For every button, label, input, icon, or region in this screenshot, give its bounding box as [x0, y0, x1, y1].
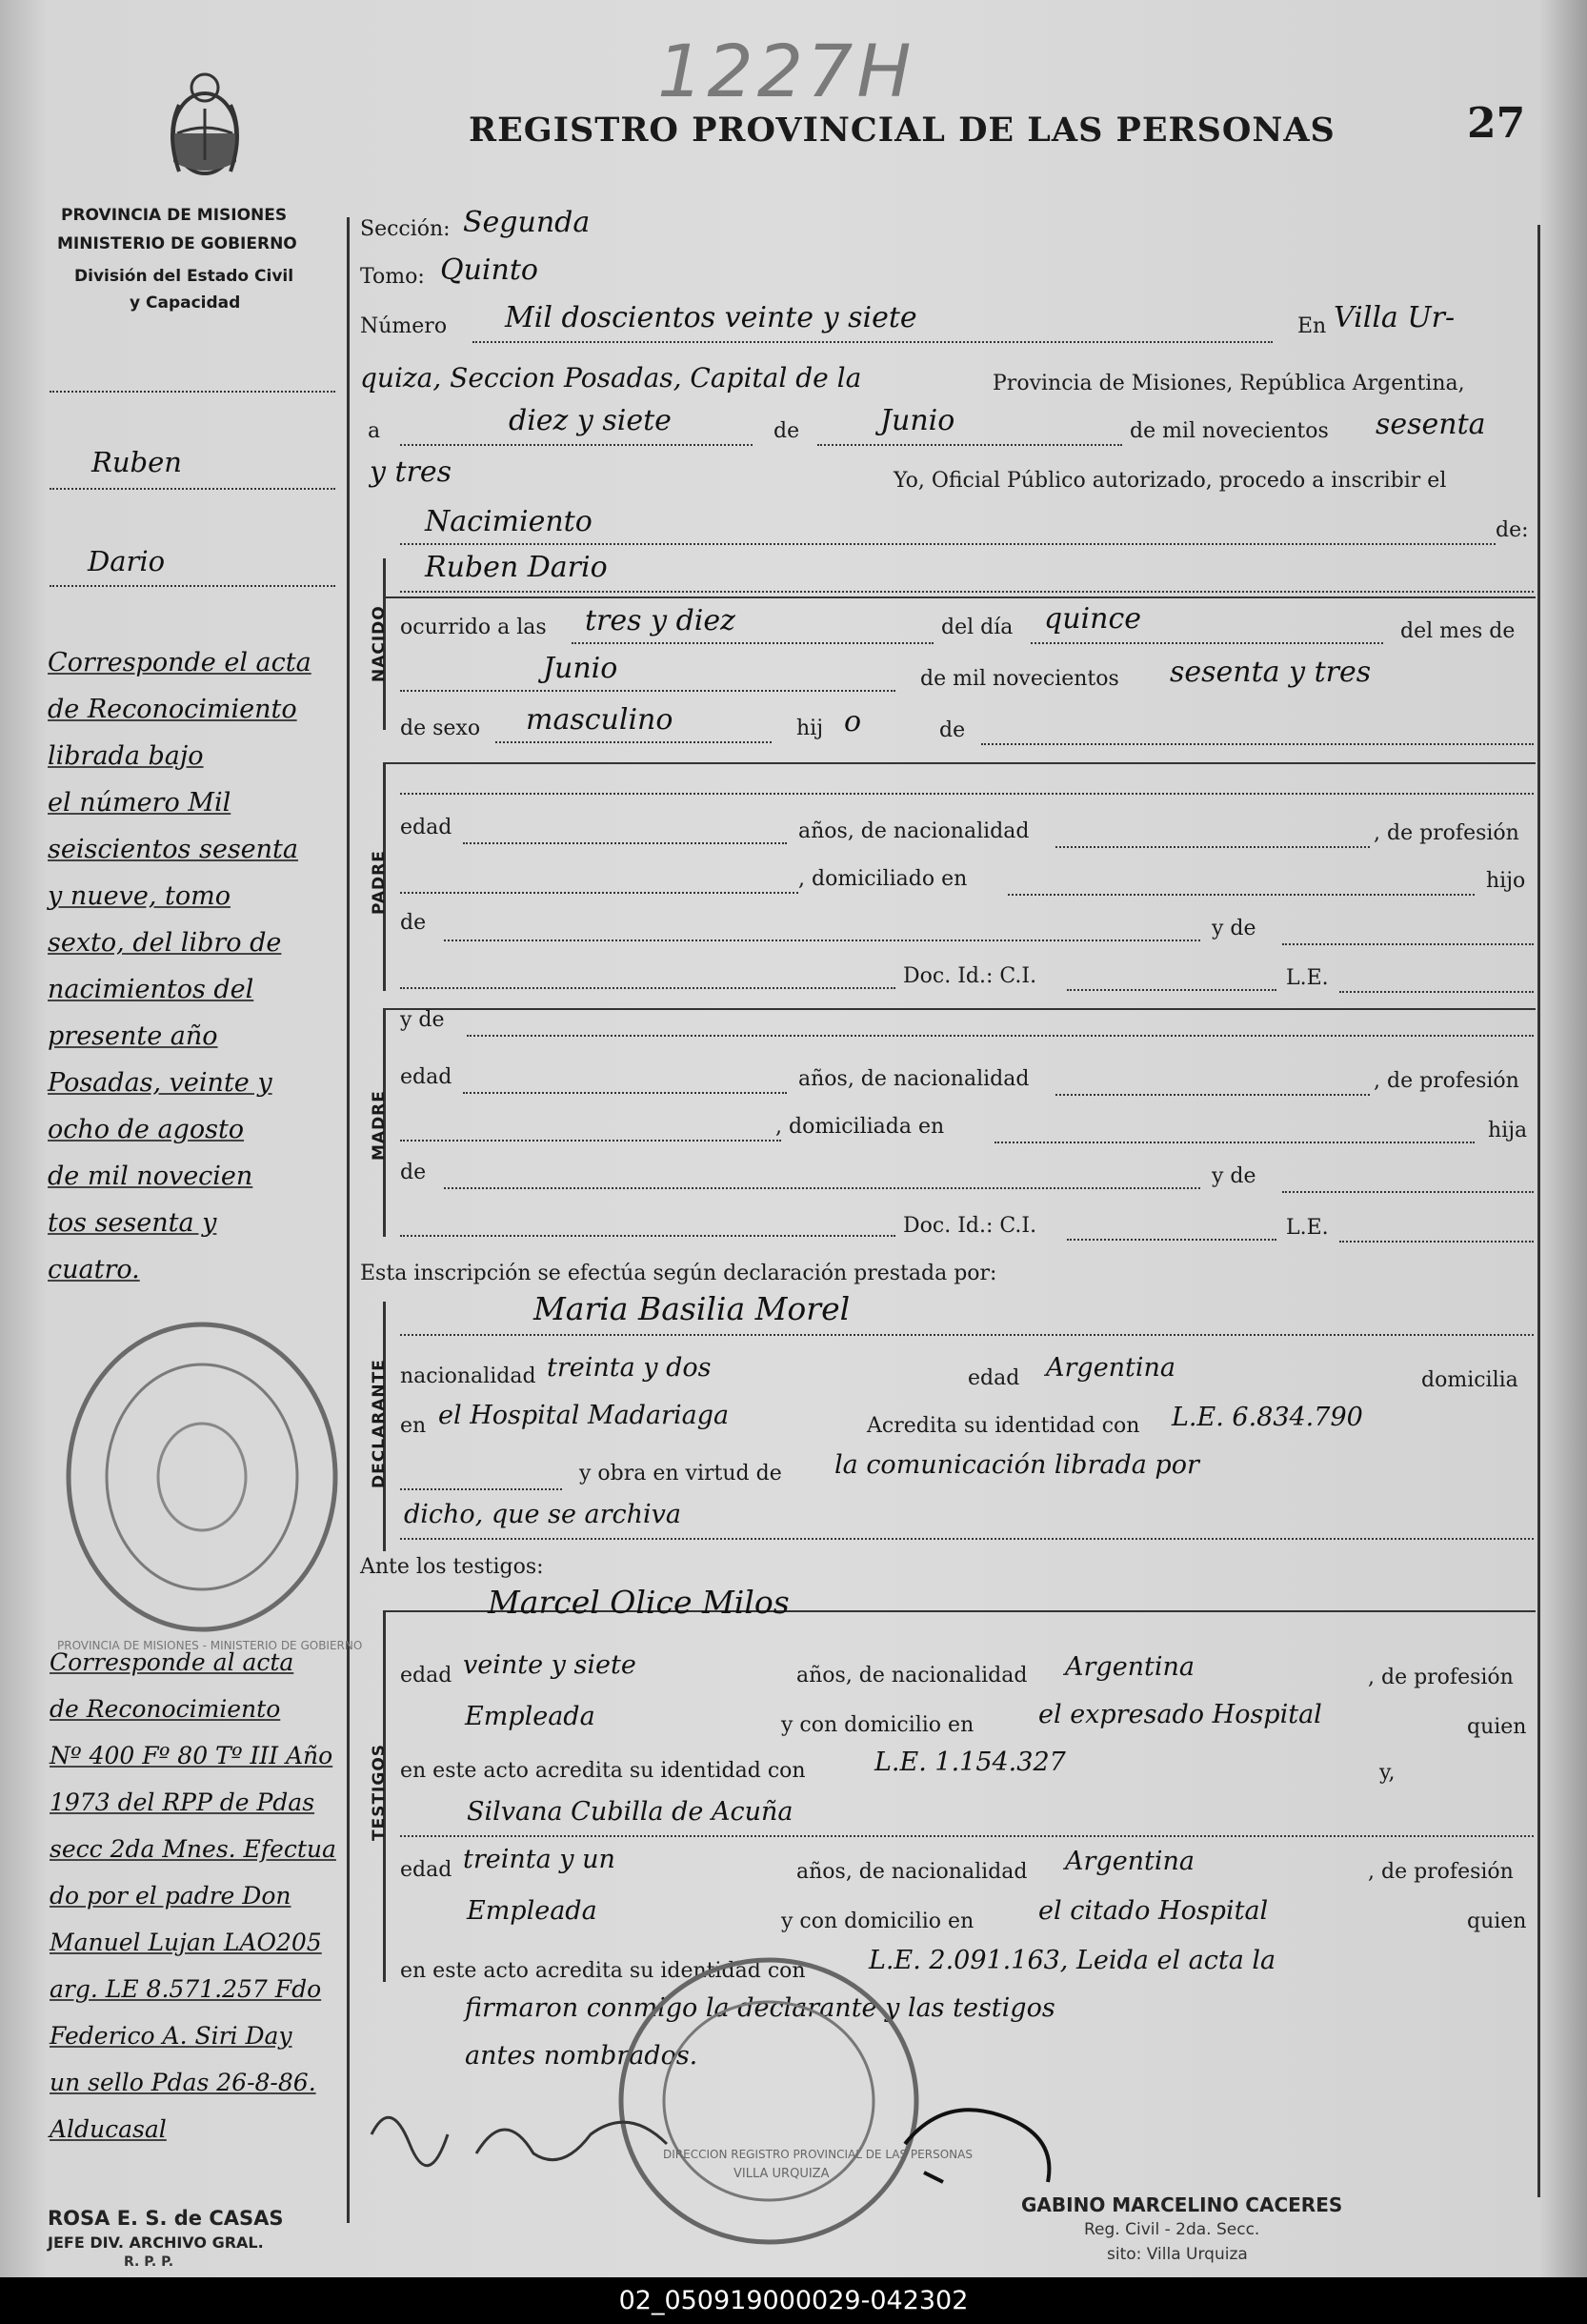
authority-ministry: MINISTERIO DE GOBIERNO [57, 234, 297, 253]
de-colon: de: [1496, 518, 1529, 542]
stamp-left-role: JEFE DIV. ARCHIVO GRAL. [48, 2233, 264, 2252]
testigo2-prof-label: , de profesión [1368, 1860, 1514, 1884]
margin-note-b-line: un sello Pdas 26-8-86. [50, 2069, 316, 2096]
padre-le-label: L.E. [1286, 966, 1329, 990]
padre-yde-label: y de [1212, 917, 1256, 940]
seal-center-text: DIRECCION REGISTRO PROVINCIAL DE LAS PERSONAS [663, 2148, 973, 2161]
label-testigos: TESTIGOS [370, 1743, 389, 1841]
signature-scribble-icon [362, 2077, 705, 2192]
seccion-label: Sección: [360, 217, 451, 241]
testigo1-edad-value: veinte y siete [463, 1650, 636, 1680]
margin-note-a-line: sexto, del libro de [48, 928, 282, 958]
testigo2-dom-label: y con domicilio en [781, 1910, 974, 1933]
testigo2-prof-value: Empleada [467, 1896, 597, 1926]
stamped-number: 1227H [657, 29, 915, 113]
testigo2-doc-value: L.E. 2.091.163, Leida el acta la [869, 1946, 1276, 1975]
testigo2-edad-label: edad [400, 1858, 452, 1882]
testigo1-nac-value: Argentina [1065, 1652, 1195, 1682]
coat-of-arms-icon [160, 67, 250, 189]
nombre-value: Ruben Dario [425, 551, 608, 584]
madre-de-label: de [400, 1161, 427, 1184]
fecha-anio-value-2: y tres [370, 455, 452, 489]
nacido-hora-value: tres y diez [585, 604, 735, 637]
nacido-hijo-label: hij [796, 717, 824, 740]
official-signature-icon [886, 2087, 1115, 2201]
nacido-dia-value: quince [1044, 602, 1141, 636]
madre-nac-label: años, de nacionalidad [798, 1067, 1030, 1091]
nacido-mes-label: del mes de [1400, 619, 1516, 643]
margin-note-a-line: librada bajo [48, 741, 204, 771]
seccion-value: Segunda [463, 206, 591, 239]
seal-left-text: PROVINCIA DE MISIONES - MINISTERIO DE GOBIERNO [57, 1639, 363, 1652]
label-nacido: NACIDO [370, 605, 389, 682]
testigo1-doc-value: L.E. 1.154.327 [874, 1748, 1066, 1777]
nacido-sexo-label: de sexo [400, 717, 481, 740]
nacido-sexo-value: masculino [526, 703, 673, 737]
madre-prof-label: , de profesión [1374, 1069, 1519, 1093]
authority-capacity: y Capacidad [130, 293, 241, 313]
padre-edad-label: edad [400, 816, 452, 839]
testigo1-nac-label: años, de nacionalidad [796, 1664, 1028, 1687]
margin-note-a-line: cuatro. [48, 1255, 140, 1284]
declarante-acredita-label: Acredita su identidad con [867, 1414, 1140, 1438]
tomo-value: Quinto [440, 253, 538, 287]
declarante-nac-value: treinta y dos [547, 1353, 712, 1383]
margin-note-a-line: de Reconocimiento [48, 695, 297, 724]
register-title: REGISTRO PROVINCIAL DE LAS PERSONAS [469, 111, 1336, 150]
fecha-mes-value: Junio [880, 404, 955, 437]
declarante-obra-label: y obra en virtud de [579, 1462, 782, 1485]
padre-nac-label: años, de nacionalidad [798, 819, 1030, 843]
margin-note-b-line: de Reconocimiento [50, 1695, 281, 1723]
official-name: GABINO MARCELINO CACERES [1021, 2193, 1343, 2216]
madre-hija-label: hija [1488, 1119, 1528, 1142]
madre-yde2-label: y de [1212, 1164, 1256, 1188]
declarante-name: Maria Basilia Morel [533, 1290, 851, 1327]
page-number: 27 [1467, 99, 1526, 148]
testigos-intro: Ante los testigos: [360, 1555, 544, 1579]
testigo1-name: Marcel Olice Milos [488, 1584, 790, 1621]
testigo2-acredita-label: en este acto acredita su identidad con [400, 1959, 806, 1983]
nacido-dia-label: del día [941, 616, 1014, 639]
testigo2-nac-label: años, de nacionalidad [796, 1860, 1028, 1884]
margin-note-b-line: Federico A. Siri Day [50, 2022, 292, 2050]
nacido-anio-value: sesenta y tres [1170, 656, 1372, 689]
testigo1-acredita-label: en este acto acredita su identidad con [400, 1759, 806, 1783]
declarante-en-label: en [400, 1414, 427, 1438]
margin-note-a-line: tos sesenta y [48, 1208, 217, 1238]
seal-left-icon [59, 1315, 345, 1639]
declarante-doc-value: L.E. 6.834.790 [1172, 1403, 1363, 1432]
lugar-value-1: Villa Ur- [1334, 301, 1456, 334]
margin-note-a-line: ocho de agosto [48, 1115, 245, 1144]
margin-note-b-line: secc 2da Mnes. Efectua [50, 1835, 336, 1863]
margin-note-a-line: Posadas, veinte y [48, 1068, 272, 1098]
image-id-footer: 02_050919000029-042302 [0, 2277, 1587, 2324]
authority-division: División del Estado Civil [74, 267, 294, 286]
stamp-left-name: ROSA E. S. de CASAS [48, 2207, 284, 2230]
nacido-mil-label: de mil novecientos [920, 667, 1119, 691]
padre-dom-label: , domiciliado en [798, 867, 968, 891]
madre-dom-label: , domiciliada en [775, 1115, 945, 1139]
declarante-obra-value-2: dicho, que se archiva [404, 1500, 682, 1529]
testigo1-y-label: y, [1379, 1761, 1396, 1785]
fecha-mil-label: de mil novecientos [1130, 419, 1329, 443]
madre-le-label: L.E. [1286, 1216, 1329, 1240]
fecha-a-label: a [368, 419, 381, 443]
rule-madre-top [383, 1008, 1536, 1010]
nacido-hijo-suffix: o [844, 705, 862, 738]
numero-value: Mil doscientos veinte y siete [505, 301, 917, 334]
padre-doc-label: Doc. Id.: C.I. [903, 964, 1037, 988]
oficial-text: Yo, Oficial Público autorizado, procedo a inscribir el [894, 469, 1447, 493]
testigo2-edad-value: treinta y un [463, 1845, 615, 1874]
margin-note-b-line: Corresponde al acta [50, 1648, 294, 1676]
testigo1-dom-value: el expresado Hospital [1038, 1700, 1322, 1729]
nacido-mes-value: Junio [543, 652, 618, 685]
madre-yde-label: y de [400, 1008, 445, 1032]
right-border [1537, 225, 1540, 2197]
rule-nacido-top [383, 596, 1536, 598]
testigo1-dom-label: y con domicilio en [781, 1713, 974, 1737]
margin-note-a-line: presente año [48, 1021, 218, 1051]
margin-note-a-line: seiscientos sesenta [48, 835, 298, 864]
margin-note-a-line: Corresponde el acta [48, 648, 311, 677]
label-declarante: DECLARANTE [370, 1359, 389, 1488]
padre-hijo-label: hijo [1486, 869, 1526, 893]
authority-province: PROVINCIA DE MISIONES [61, 206, 288, 225]
provincia-text: Provincia de Misiones, República Argentina, [993, 372, 1465, 395]
margin-note-a-line: nacimientos del [48, 975, 254, 1004]
declarante-domicilio-value: el Hospital Madariaga [438, 1401, 730, 1430]
padre-de-label: de [400, 911, 427, 935]
margin-note-b-line: do por el padre Don [50, 1882, 291, 1910]
nacido-ocurrido-label: ocurrido a las [400, 616, 547, 639]
label-padre: PADRE [370, 850, 389, 915]
nacido-de-label: de [939, 718, 966, 742]
margin-note-b-line: arg. LE 8.571.257 Fdo [50, 1975, 322, 2003]
fecha-dia-value: diez y siete [509, 404, 672, 437]
margin-note-a-line: y nueve, tomo [48, 881, 231, 911]
fecha-de-label: de [773, 419, 800, 443]
madre-doc-label: Doc. Id.: C.I. [903, 1214, 1037, 1238]
testigo1-prof-value: Empleada [465, 1702, 595, 1731]
en-label: En [1297, 314, 1327, 338]
declaracion-intro: Esta inscripción se efectúa según declaración prestada por: [360, 1262, 997, 1285]
margin-note-a-line: de mil novecien [48, 1162, 253, 1191]
declarante-nac-label: nacionalidad [400, 1364, 536, 1388]
testigo2-nac-value: Argentina [1065, 1847, 1195, 1876]
seal-center-text-2: VILLA URQUIZA [733, 2167, 830, 2181]
margin-note-b-line: 1973 del RPP de Pdas [50, 1788, 315, 1816]
label-madre: MADRE [370, 1090, 389, 1161]
lugar-value-2: quiza, Seccion Posadas, Capital de la [360, 362, 862, 394]
testigo2-name: Silvana Cubilla de Acuña [467, 1797, 794, 1827]
margin-name-1: Ruben [91, 446, 182, 478]
numero-label: Número [360, 314, 448, 338]
testigo1-quien-label: quien [1467, 1715, 1527, 1739]
declarante-edad-label: edad [968, 1366, 1020, 1390]
stamp-left-org: R. P. P. [124, 2254, 174, 2270]
acto-value: Nacimiento [425, 505, 593, 538]
testigo2-quien-label: quien [1467, 1910, 1527, 1933]
closing-line-1: firmaron conmigo la declarante y las testigos [465, 1993, 1055, 2023]
margin-note-a-line: el número Mil [48, 788, 231, 818]
fecha-anio-value-1: sesenta [1376, 408, 1486, 441]
official-place: sito: Villa Urquiza [1107, 2245, 1248, 2264]
declarante-edad-value: Argentina [1046, 1353, 1176, 1383]
padre-prof-label: , de profesión [1374, 821, 1519, 845]
testigo1-prof-label: , de profesión [1368, 1666, 1514, 1689]
tomo-label: Tomo: [360, 265, 425, 289]
margin-note-b-line: Alducasal [50, 2115, 167, 2143]
madre-edad-label: edad [400, 1065, 452, 1089]
margin-note-b-line: Manuel Lujan LAO205 [50, 1929, 322, 1956]
testigo1-edad-label: edad [400, 1664, 452, 1687]
margin-name-2: Dario [88, 545, 166, 577]
closing-line-2: antes nombrados. [465, 2041, 698, 2071]
rule-padre-top [383, 762, 1536, 764]
official-role: Reg. Civil - 2da. Secc. [1084, 2220, 1260, 2239]
declarante-domicilia-label: domicilia [1421, 1368, 1518, 1392]
declarante-obra-value-1: la comunicación librada por [834, 1450, 1199, 1480]
margin-divider [347, 217, 350, 2223]
margin-note-b-line: Nº 400 Fº 80 Tº III Año [50, 1742, 333, 1769]
testigo2-dom-value: el citado Hospital [1038, 1896, 1269, 1926]
